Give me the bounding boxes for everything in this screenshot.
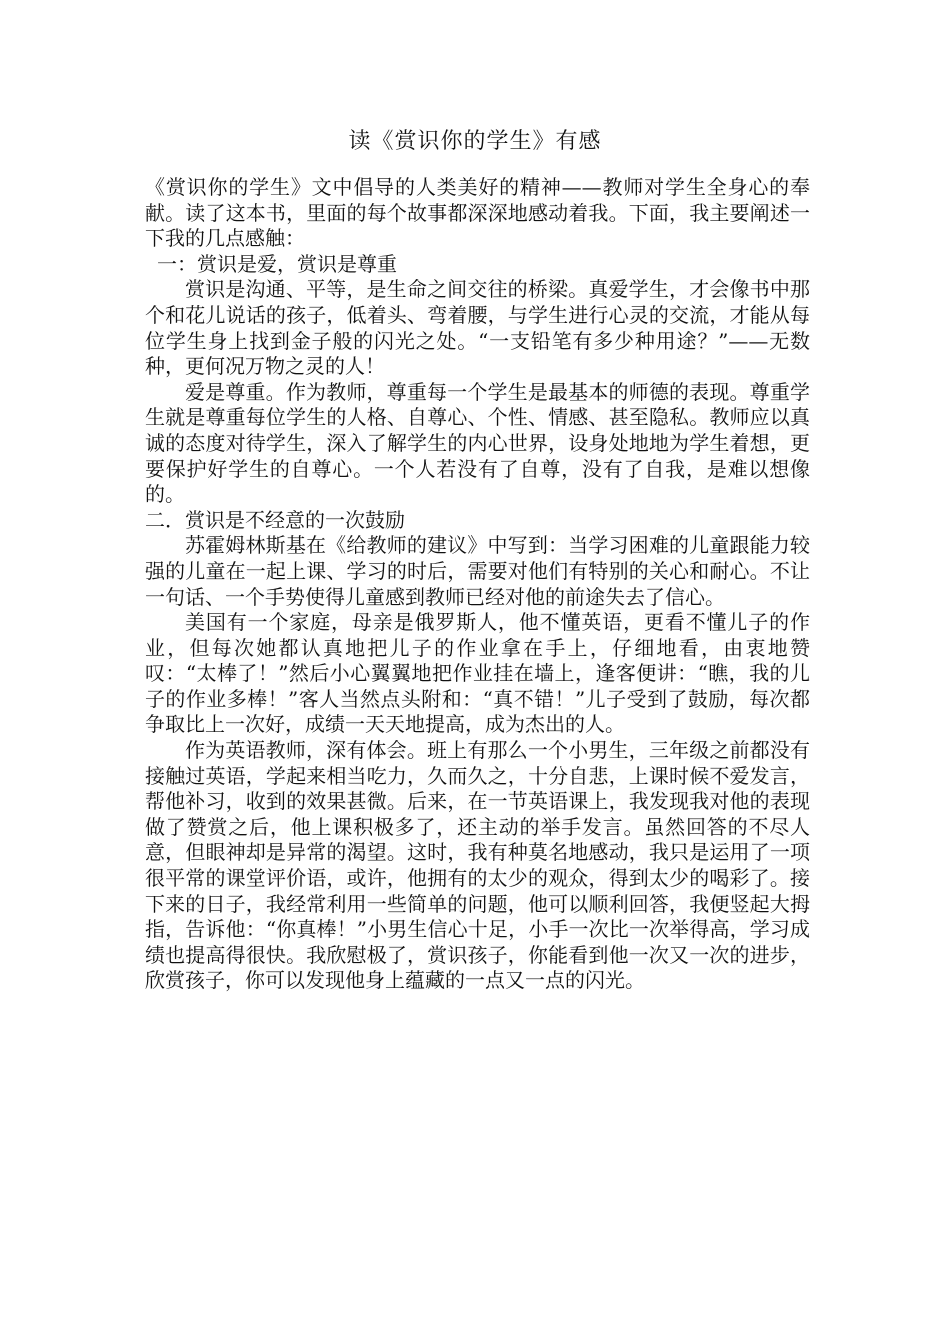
body-paragraph: 作为英语教师，深有体会。班上有那么一个小男生，三年级之前都没有接触过英语，学起来相当吃力，久而久之，十分自悲，上课时候不爱发言，帮他补习，收到的效果甚微。后来，在一节英语课上，我发现我对他的表现做了赞赏之后，他上课积极多了，还主动的举手发言。虽然回答的不尽人意，但眼神却是异常的渴望。这时，我有种莫名地感动，我只是运用了一项很平常的课堂评价语，或许，他拥有的太少的观众，得到太少的喝彩了。接下来的日子，我经常利用一些简单的问题，他可以顺利回答，我便竖起大拇指，告诉他：“你真棒！”小男生信心十足，小手一次比一次举得高，学习成绩也提高得很快。我欣慰极了，赏识孩子，你能看到他一次又一次的进步，欣赏孩子，你可以发现他身上蕴藏的一点又一点的闪光。 xyxy=(145,738,810,993)
body-paragraph: 苏霍姆林斯基在《给教师的建议》中写到：当学习困难的儿童跟能力较强的儿童在一起上课、学习的时后，需要对他们有特别的关心和耐心。不让一句话、一个手势使得儿童感到教师已经对他的前途失去了信心。 xyxy=(145,533,810,609)
document-body xyxy=(145,175,810,994)
section-heading-2: 二．赏识是不经意的一次鼓励 xyxy=(145,507,405,532)
body-paragraph: 美国有一个家庭，母亲是俄罗斯人，他不懂英语，更看不懂儿子的作业，但每次她都认真地把儿子的作业拿在手上，仔细地看，由衷地赞叹：“太棒了！”然后小心翼翼地把作业挂在墙上，逢客便讲：“瞧，我的儿子的作业多棒！”客人当然点头附和：“真不错！”儿子受到了鼓励，每次都争取比上一次好，成绩一天天地提高，成为杰出的人。 xyxy=(145,610,810,737)
document-title: 读《赏识你的学生》有感 xyxy=(348,129,602,154)
body-paragraph: 爱是尊重。作为教师，尊重每一个学生是最基本的师德的表现。尊重学生就是尊重每位学生的人格、自尊心、个性、情感、甚至隐私。教师应以真诚的态度对待学生，深入了解学生的内心世界，设身处地地为学生着想，更要保护好学生的自尊心。一个人若没有了自尊，没有了自我，是难以想像的。 xyxy=(145,379,810,507)
intro-paragraph: 《赏识你的学生》文中倡导的人类美好的精神——教师对学生全身心的奉献。读了这本书，里面的每个故事都深深地感动着我。下面，我主要阐述一下我的几点感触： xyxy=(145,175,810,251)
section-heading-1: 一：赏识是爱，赏识是尊重 xyxy=(157,251,397,276)
body-paragraph: 赏识是沟通、平等，是生命之间交往的桥梁。真爱学生，才会像书中那个和花儿说话的孩子，低着头、弯着腰，与学生进行心灵的交流，才能从每位学生身上找到金子般的闪光之处。“一支铅笔有多少种用途？”——无数种，更何况万物之灵的人！ xyxy=(145,277,810,379)
